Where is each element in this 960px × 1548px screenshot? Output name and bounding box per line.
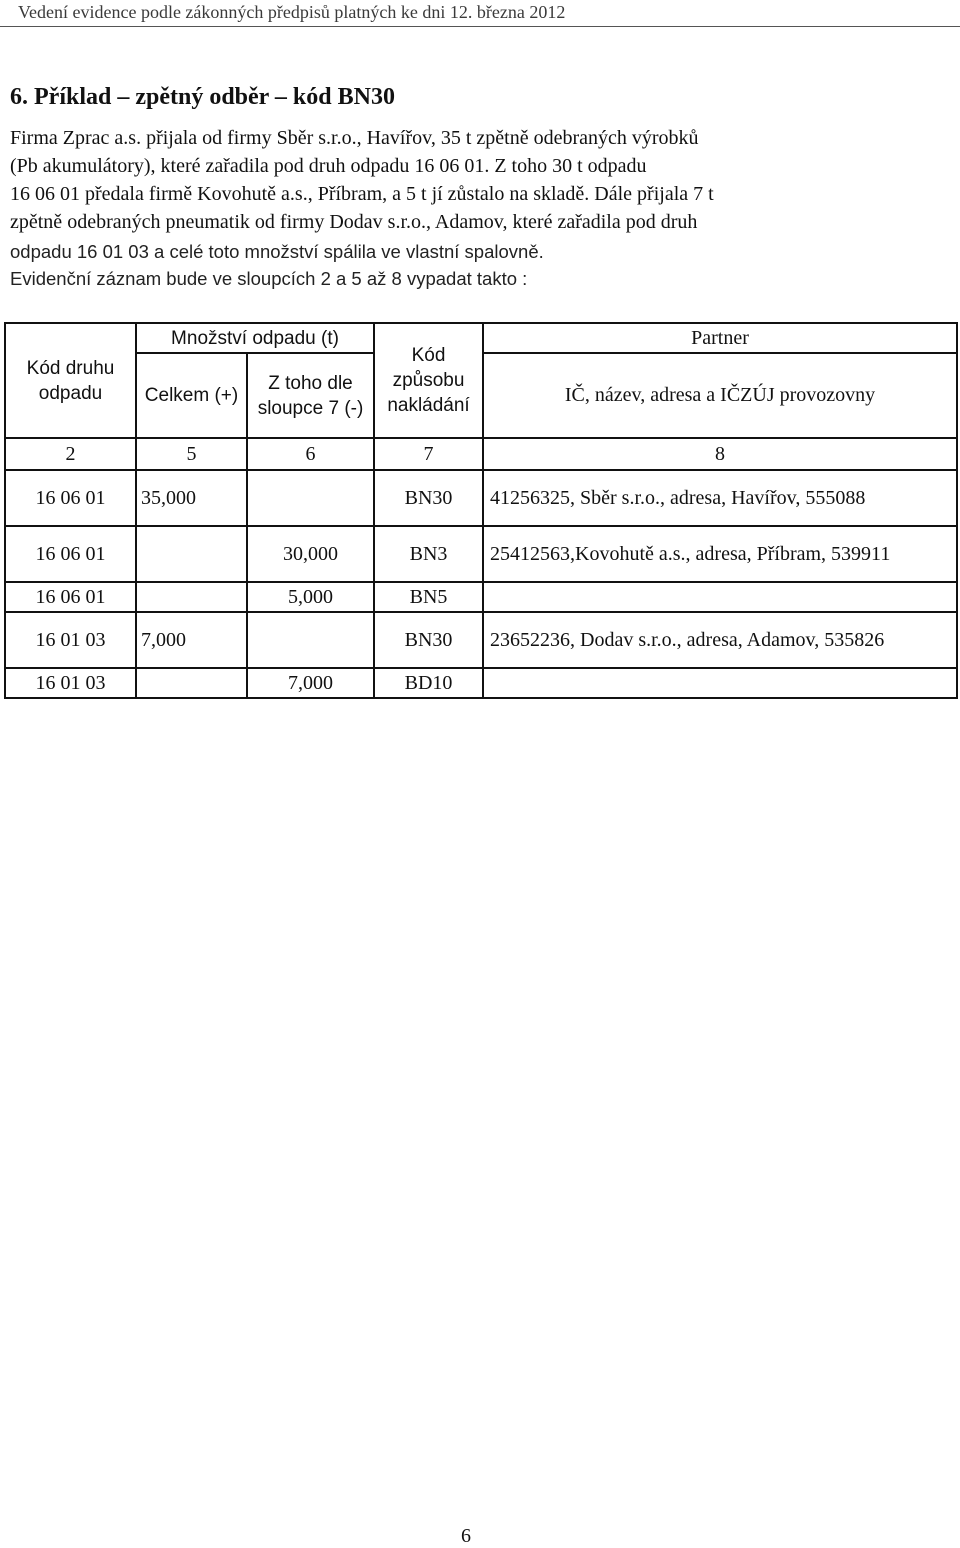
cell-total: 7,000 — [136, 612, 247, 668]
paragraph-line: (Pb akumulátory), které zařadila pod druh odpadu 16 06 01. Z toho 30 t odpadu — [10, 155, 647, 177]
section-title: 6. Příklad – zpětný odběr – kód BN30 — [10, 84, 395, 110]
table-row — [5, 612, 957, 668]
running-header-text: Vedení evidence podle zákonných předpisů platných ke dni 12. března 2012 — [18, 2, 566, 22]
header-quantity: Množství odpadu (t) — [136, 323, 374, 353]
cell-of-which: 30,000 — [247, 526, 374, 582]
cell-code: 16 01 03 — [5, 612, 136, 668]
cell-partner: 41256325, Sběr s.r.o., adresa, Havířov, 555088 — [483, 470, 957, 526]
cell-handling: BN30 — [374, 470, 483, 526]
running-header — [0, 0, 960, 27]
table-row — [5, 470, 957, 526]
paragraph-line: zpětně odebraných pneumatik od firmy Dodav s.r.o., Adamov, které zařadila pod druh — [10, 211, 698, 233]
header-total: Celkem (+) — [136, 353, 247, 438]
table-row — [5, 526, 957, 582]
cell-total — [136, 668, 247, 698]
header-handling-code: Kód způsobu nakládání — [374, 323, 483, 438]
column-number: 2 — [5, 438, 136, 470]
cell-code: 16 06 01 — [5, 582, 136, 612]
cell-total: 35,000 — [136, 470, 247, 526]
header-waste-code: Kód druhu odpadu — [5, 323, 136, 438]
header-partner: Partner — [483, 323, 957, 353]
cell-code: 16 06 01 — [5, 470, 136, 526]
table-row — [5, 582, 957, 612]
header-of-which: Z toho dle sloupce 7 (-) — [247, 353, 374, 438]
column-number: 8 — [483, 438, 957, 470]
paragraph-line: odpadu 16 01 03 a celé toto množství spálila ve vlastní spalovně. — [10, 241, 544, 262]
header-partner-detail: IČ, název, adresa a IČZÚJ provozovny — [483, 353, 957, 438]
cell-of-which — [247, 612, 374, 668]
cell-total — [136, 526, 247, 582]
cell-code: 16 01 03 — [5, 668, 136, 698]
cell-of-which: 7,000 — [247, 668, 374, 698]
cell-handling: BN3 — [374, 526, 483, 582]
paragraph-line: Evidenční záznam bude ve sloupcích 2 a 5 až 8 vypadat takto : — [10, 268, 528, 289]
column-number: 6 — [247, 438, 374, 470]
cell-partner — [483, 668, 957, 698]
cell-of-which: 5,000 — [247, 582, 374, 612]
paragraph-line: Firma Zprac a.s. přijala od firmy Sběr s.r.o., Havířov, 35 t zpětně odebraných výrobků — [10, 127, 699, 149]
cell-handling: BN5 — [374, 582, 483, 612]
table-row — [5, 668, 957, 698]
cell-partner — [483, 582, 957, 612]
records-table — [4, 322, 958, 699]
cell-of-which — [247, 470, 374, 526]
cell-partner: 25412563,Kovohutě a.s., adresa, Příbram, 539911 — [483, 526, 957, 582]
column-number: 5 — [136, 438, 247, 470]
column-number: 7 — [374, 438, 483, 470]
cell-partner: 23652236, Dodav s.r.o., adresa, Adamov, 535826 — [483, 612, 957, 668]
page-number: 6 — [461, 1525, 471, 1547]
cell-total — [136, 582, 247, 612]
cell-code: 16 06 01 — [5, 526, 136, 582]
paragraph-line: 16 06 01 předala firmě Kovohutě a.s., Příbram, a 5 t jí zůstalo na skladě. Dále přijala 7 t — [10, 183, 714, 205]
cell-handling: BD10 — [374, 668, 483, 698]
cell-handling: BN30 — [374, 612, 483, 668]
